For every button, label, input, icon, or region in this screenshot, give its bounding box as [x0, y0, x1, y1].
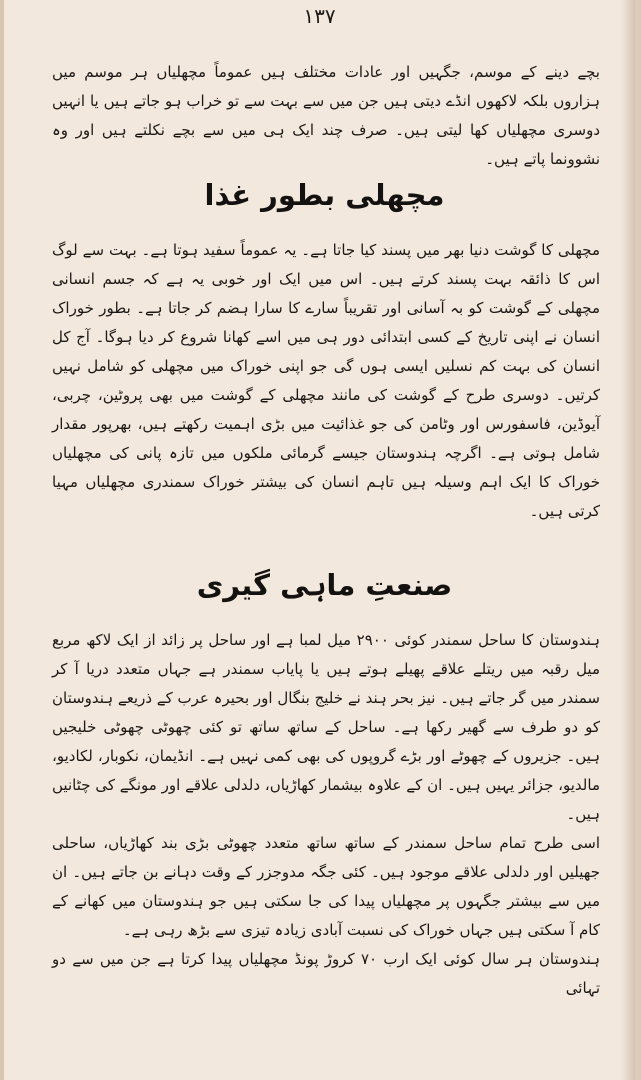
opening-paragraph-block	[52, 58, 600, 174]
section-heading-fish-as-food: مچھلی بطور غذا	[204, 178, 445, 212]
section-heading-fishing-industry: صنعتِ ماہی گیری	[196, 568, 453, 602]
paragraph-fish-food: مچھلی کا گوشت دنیا بھر میں پسند کیا جاتا ہے۔ یہ عموماً سفید ہوتا ہے۔ بہت سے لوگ اس کا ذائقہ بہت پسند کرتے ہیں۔ اس میں ایک اور خوبی یہ ہے کہ جسم انسانی مچھلی کے گوشت کو بہ آسانی اور تقریباً سارے کا سارا ہضم کر جاتا ہے۔ بطور خوراک انسان نے اپنی تاریخ کے کسی ابتدائی دور ہی میں اسے کھانا شروع کر دیا ہوگا۔ آج کل انسان کی بہت کم نسلیں ایسی ہوں گی جو اپنی خوراک میں مچھلی کو شامل نہیں کرتیں۔ دوسری طرح کے گوشت کی مانند مچھلی کے گوشت میں بھی پروٹین، چربی، آیوڈین، فاسفورس اور وٹامن کی جو غذائیت میں بڑی اہمیت رکھتے ہیں، بھرپور مقدار شامل ہوتی ہے۔ اگرچہ ہندوستان جیسے گرمائی ملکوں میں تازہ پانی کی مچھلیاں خوراک کا ایک اہم وسیلہ ہیں تاہم انسان کی بیشتر خوراک سمندری مچھلیاں مہیا کرتی ہیں۔	[52, 241, 600, 520]
paragraph-lagoons: اسی طرح تمام ساحل سمندر کے ساتھ ساتھ متعدد چھوٹی بڑی بند کھاڑیاں، ساحلی جھیلیں اور دلدلی علاقے موجود ہیں۔ کئی جگہ مدوجزر کے وقت دہانے بن جاتے ہیں۔ ان میں سے بیشتر جگہوں پر مچھلیاں پیدا کی جا سکتی ہیں جو ہندوستان میں کھانے کے کام آ سکتی ہیں جہاں خوراک کی نسبت آبادی زیادہ تیزی سے بڑھ رہی ہے۔	[52, 834, 600, 939]
fish-as-food-block	[52, 236, 600, 526]
paragraph-intro: بچے دینے کے موسم، جگہیں اور عادات مختلف ہیں عموماً مچھلیاں ہر موسم میں ہزاروں بلکہ لاکھوں انڈے دیتی ہیں جن میں سے بہت سے تو خراب ہو جاتے ہیں یا انہیں دوسری مچھلیاں کھا لیتی ہیں۔ صرف چند ایک ہی میں سے بچے نکلتے ہیں اور وہ نشوونما پاتے ہیں۔	[52, 63, 600, 168]
fishing-industry-block	[52, 626, 600, 1003]
paragraph-coastline: ہندوستان کا ساحل سمندر کوئی ۲۹۰۰ میل لمبا ہے اور ساحل پر زائد از ایک لاکھ مربع میل رقبہ میں ریتلے علاقے پھیلے ہوتے ہیں یا پایاب سمندر ہے جہاں متعدد دریا آ کر سمندر میں گر جاتے ہیں۔ نیز بحر ہند نے خلیج بنگال اور بحیرہ عرب کے ذریعے ہندوستان کو دو طرف سے گھیر رکھا ہے۔ ساحل کے ساتھ ساتھ تو کئی چھوٹی چھوٹی خلیجیں ہیں۔ جزیروں کے چھوٹے اور بڑے گروپوں کی بھی کمی نہیں ہے۔ انڈیمان، نکوبار، لکادیو، مالدیو، جزائر یہیں ہیں۔ ان کے علاوہ بیشمار کھاڑیاں، دلدلی علاقے اور مونگے کی چٹانیں ہیں۔	[52, 631, 600, 823]
page-edge-shadow	[621, 0, 635, 1080]
page-number: ۱۳۷	[303, 4, 336, 28]
paragraph-annual-production: ہندوستان ہر سال کوئی ایک ارب ۷۰ کروڑ پونڈ مچھلیاں پیدا کرتا ہے جن میں سے دو تہائی	[52, 950, 600, 997]
